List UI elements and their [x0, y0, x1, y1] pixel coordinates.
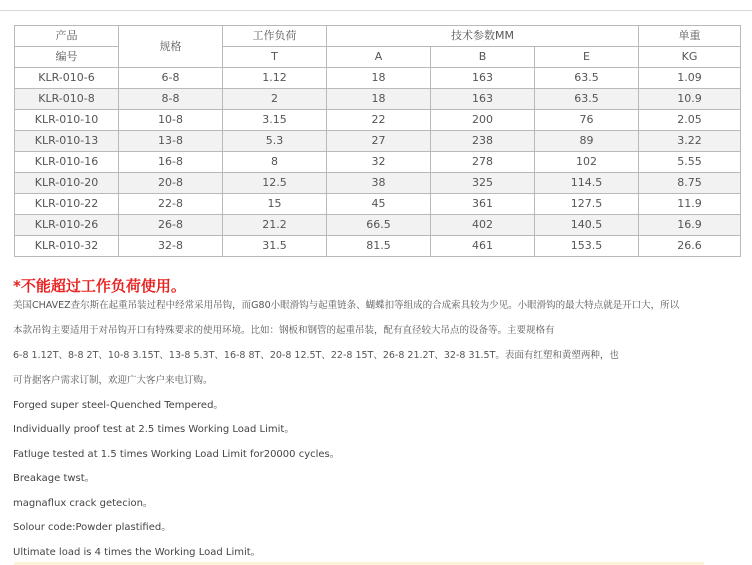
- header-spec: 规格: [119, 26, 223, 68]
- cell-kg: 2.05: [639, 110, 741, 131]
- cell-code: KLR-010-16: [15, 152, 119, 173]
- cell-kg: 8.75: [639, 173, 741, 194]
- header-e: E: [535, 47, 639, 68]
- cell-kg: 26.6: [639, 236, 741, 257]
- cell-kg: 10.9: [639, 89, 741, 110]
- cell-b: 163: [431, 68, 535, 89]
- warning-text: *不能超过工作负荷使用。: [13, 277, 186, 295]
- cell-a: 38: [327, 173, 431, 194]
- cell-spec: 22-8: [119, 194, 223, 215]
- cell-e: 89: [535, 131, 639, 152]
- cell-b: 278: [431, 152, 535, 173]
- cell-b: 200: [431, 110, 535, 131]
- table-row: [15, 215, 741, 236]
- cell-e: 153.5: [535, 236, 639, 257]
- header-tech: 技术参数MM: [327, 26, 639, 47]
- table-row: [15, 236, 741, 257]
- feature-line: Fatluge tested at 1.5 times Working Load Limit for20000 cycles。: [13, 449, 340, 460]
- feature-line: Individually proof test at 2.5 times Working Load Limit。: [13, 424, 295, 435]
- cell-a: 66.5: [327, 215, 431, 236]
- header-a: A: [327, 47, 431, 68]
- cell-load: 31.5: [223, 236, 327, 257]
- top-divider: [0, 0, 752, 11]
- cell-load: 21.2: [223, 215, 327, 236]
- table-row: [15, 89, 741, 110]
- cell-e: 76: [535, 110, 639, 131]
- table-row: [15, 173, 741, 194]
- header-weight: 单重: [639, 26, 741, 47]
- cell-spec: 10-8: [119, 110, 223, 131]
- header-b: B: [431, 47, 535, 68]
- cell-load: 2: [223, 89, 327, 110]
- table-row: [15, 131, 741, 152]
- cell-a: 18: [327, 89, 431, 110]
- cell-e: 102: [535, 152, 639, 173]
- description-line: 可肯据客户需求订制，欢迎广大客户来电订购。: [13, 375, 213, 386]
- cell-kg: 16.9: [639, 215, 741, 236]
- cell-a: 27: [327, 131, 431, 152]
- cell-code: KLR-010-32: [15, 236, 119, 257]
- cell-spec: 20-8: [119, 173, 223, 194]
- cell-a: 22: [327, 110, 431, 131]
- cell-spec: 26-8: [119, 215, 223, 236]
- header-load-unit: T: [223, 47, 327, 68]
- cell-kg: 5.55: [639, 152, 741, 173]
- cell-spec: 32-8: [119, 236, 223, 257]
- cell-a: 45: [327, 194, 431, 215]
- cell-load: 12.5: [223, 173, 327, 194]
- spec-table: [14, 25, 741, 257]
- table-row: [15, 68, 741, 89]
- cell-a: 32: [327, 152, 431, 173]
- table-row: [15, 152, 741, 173]
- cell-b: 238: [431, 131, 535, 152]
- cell-load: 15: [223, 194, 327, 215]
- header-product: 产品: [15, 26, 119, 47]
- cell-a: 81.5: [327, 236, 431, 257]
- cell-load: 1.12: [223, 68, 327, 89]
- cell-code: KLR-010-6: [15, 68, 119, 89]
- cell-spec: 16-8: [119, 152, 223, 173]
- cell-spec: 6-8: [119, 68, 223, 89]
- table-row: [15, 194, 741, 215]
- header-weight-unit: KG: [639, 47, 741, 68]
- cell-spec: 13-8: [119, 131, 223, 152]
- cell-b: 361: [431, 194, 535, 215]
- cell-code: KLR-010-8: [15, 89, 119, 110]
- header-code: 编号: [15, 47, 119, 68]
- cell-load: 8: [223, 152, 327, 173]
- feature-line: Solour code:Powder plastified。: [13, 522, 172, 533]
- cell-a: 18: [327, 68, 431, 89]
- cell-kg: 11.9: [639, 194, 741, 215]
- cell-load: 5.3: [223, 131, 327, 152]
- description-line: 6-8 1.12T、8-8 2T、10-8 3.15T、13-8 5.3T、16-8 8T、20-8 12.5T、22-8 15T、26-8 21.2T、32-8 31.5T。表面有红塑和黄塑两种，也: [13, 350, 619, 361]
- cell-code: KLR-010-10: [15, 110, 119, 131]
- feature-line: magnaflux crack getecion。: [13, 498, 153, 509]
- cell-load: 3.15: [223, 110, 327, 131]
- description-line: 美国CHAVEZ查尔斯在起重吊装过程中经常采用吊钩，而G80小眼滑钩与起重链条、蝴蝶扣等组成的合成索具较为少见。小眼滑钩的最大特点就是开口大，所以: [13, 300, 680, 311]
- feature-line: Ultimate load is 4 times the Working Load Limit。: [13, 547, 261, 558]
- header-load: 工作负荷: [223, 26, 327, 47]
- cell-b: 163: [431, 89, 535, 110]
- cell-b: 402: [431, 215, 535, 236]
- cell-e: 140.5: [535, 215, 639, 236]
- cell-e: 127.5: [535, 194, 639, 215]
- cell-code: KLR-010-20: [15, 173, 119, 194]
- cell-kg: 1.09: [639, 68, 741, 89]
- cell-b: 325: [431, 173, 535, 194]
- cell-code: KLR-010-26: [15, 215, 119, 236]
- cell-code: KLR-010-22: [15, 194, 119, 215]
- description-line: 本款吊钩主要适用于对吊钩开口有特殊要求的使用环境。比如：钢板和钢管的起重吊装，配有直径较大吊点的设备等。主要规格有: [13, 325, 555, 336]
- cell-b: 461: [431, 236, 535, 257]
- cell-e: 63.5: [535, 68, 639, 89]
- header-row-1: [15, 26, 741, 47]
- feature-line: Breakage twst。: [13, 473, 95, 484]
- table-row: [15, 110, 741, 131]
- feature-line: Forged super steel-Quenched Tempered。: [13, 400, 224, 411]
- cell-e: 63.5: [535, 89, 639, 110]
- cell-spec: 8-8: [119, 89, 223, 110]
- cell-code: KLR-010-13: [15, 131, 119, 152]
- cell-e: 114.5: [535, 173, 639, 194]
- cell-kg: 3.22: [639, 131, 741, 152]
